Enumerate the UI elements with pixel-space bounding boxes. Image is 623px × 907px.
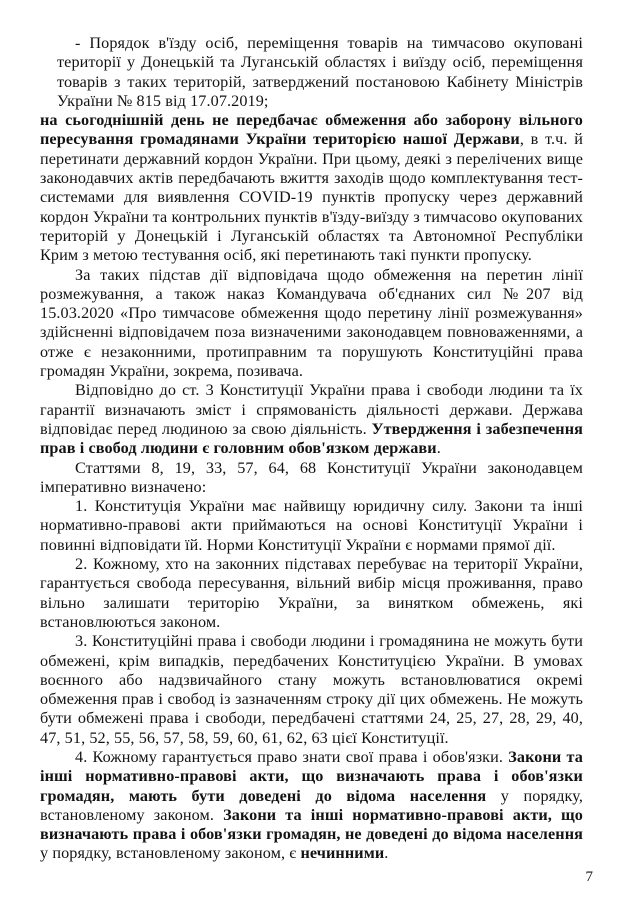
paragraph bbox=[40, 748, 583, 864]
paragraph bbox=[40, 34, 583, 111]
text-run: . bbox=[436, 439, 441, 458]
page-number: 7 bbox=[585, 869, 593, 885]
text-run: Статтями 8, 19, 33, 57, 64, 68 Конституції України законодавцем імперативно визначено: bbox=[40, 458, 583, 496]
paragraph bbox=[40, 555, 583, 632]
text-run: - Порядок в'їзду осіб, переміщення товарів на тимчасово окуповані території у Донецькій та Луганській областях і виїзду осіб, переміщення товарів з таких територій, затверджений постановою Кабінету Міністрів України № 815 від 17.07.2019; bbox=[57, 34, 583, 110]
bold-text-run: Утвердження і забезпечення прав і свобод людини є головним обов'язком держави bbox=[40, 419, 583, 458]
text-run: За таких підстав дії відповідача щодо обмеження на перетин лінії розмежування, а також наказ Командувача об'єднаних сил №207 від 15.03.2020 «Про тимчасове обмеження щодо перетину лінії розмежування» здійсненні відповідачем поза визначеними законодавцем повноваженнями, а отже є незаконними, протиправним та порушують Конституційні права громадян України, зокрема, позивача. bbox=[40, 265, 583, 381]
paragraph bbox=[40, 266, 583, 382]
text-run: 3. Конституційні права і свободи людини і громадянина не можуть бути обмежені, крім випадків, передбачених Конституцією України. В умовах воєнного або надзвичайного стану можуть встановлюватися окремі обмеження прав і свобод із зазначенням строку дії цих обмежень. Не можуть бути обмежені права і свободи, передбачені статтями 24, 25, 27, 28, 29, 40, 47, 51, 52, 55, 56, 57, 58, 59, 60, 61, 62, 63 цієї Конституції. bbox=[40, 632, 583, 747]
text-run: , в т.ч. й перетинати державний кордон України. При цьому, деякі з перелічених вище законодавчих актів передбачають вжиття заходів щодо комплектування тест-системами для виявлення COVID-19 пунктів пропуску через державний кордон України та контрольних пунктів в'їзду-виїзду з тимчасово окупованих територій у Донецькій і Луганській областях та Автономної Республіки Крим з метою тестування осіб, які перетинають такі пункти пропуску. bbox=[40, 130, 583, 265]
text-run: . bbox=[384, 844, 389, 863]
paragraph bbox=[40, 381, 583, 458]
text-run: у порядку, встановленому законом, є bbox=[40, 844, 301, 863]
bold-text-run: на сьогоднішній день не передбачає обмеження або заборону вільного пересування громадянами України територією нашої Держави bbox=[40, 111, 583, 149]
bold-text-run: нечинними bbox=[300, 844, 385, 863]
bold-text-run: Закони та інші нормативно-правові акти, що визначають права і обов'язки громадян, мають бути доведені до відома населення bbox=[40, 747, 583, 805]
bold-text-run: Закони та інші нормативно-правові акти, що визначають права і обов'язки громадян, не доведені до відома населення bbox=[40, 805, 583, 844]
text-run: Відповідно до ст. 3 Конституції України права і свободи людини та їх гарантії визначають зміст і спрямованість діяльності держави. Держава відповідає перед людиною за свою діяльність. bbox=[40, 381, 583, 438]
paragraph bbox=[40, 459, 583, 498]
paragraph bbox=[40, 497, 583, 555]
text-run: у порядку, встановленому законом. bbox=[40, 786, 583, 824]
text-run: 4. Кожному гарантується право знати свої права і обов'язки. bbox=[75, 747, 509, 766]
text-run: 2. Кожному, хто на законних підставах перебуває на території України, гарантується свобода пересування, вільний вибір місця проживання, право вільно залишати територію України, за винятком обмежень, які встановлюються законом. bbox=[40, 555, 583, 631]
text-run: 1. Конституція України має найвищу юридичну силу. Закони та інші нормативно-правові акти приймаються на основі Конституції України і повинні відповідати їй. Норми Конституції України є нормами прямої дії. bbox=[40, 497, 583, 554]
document-body bbox=[40, 34, 583, 864]
paragraph bbox=[40, 632, 583, 748]
paragraph bbox=[40, 111, 583, 265]
